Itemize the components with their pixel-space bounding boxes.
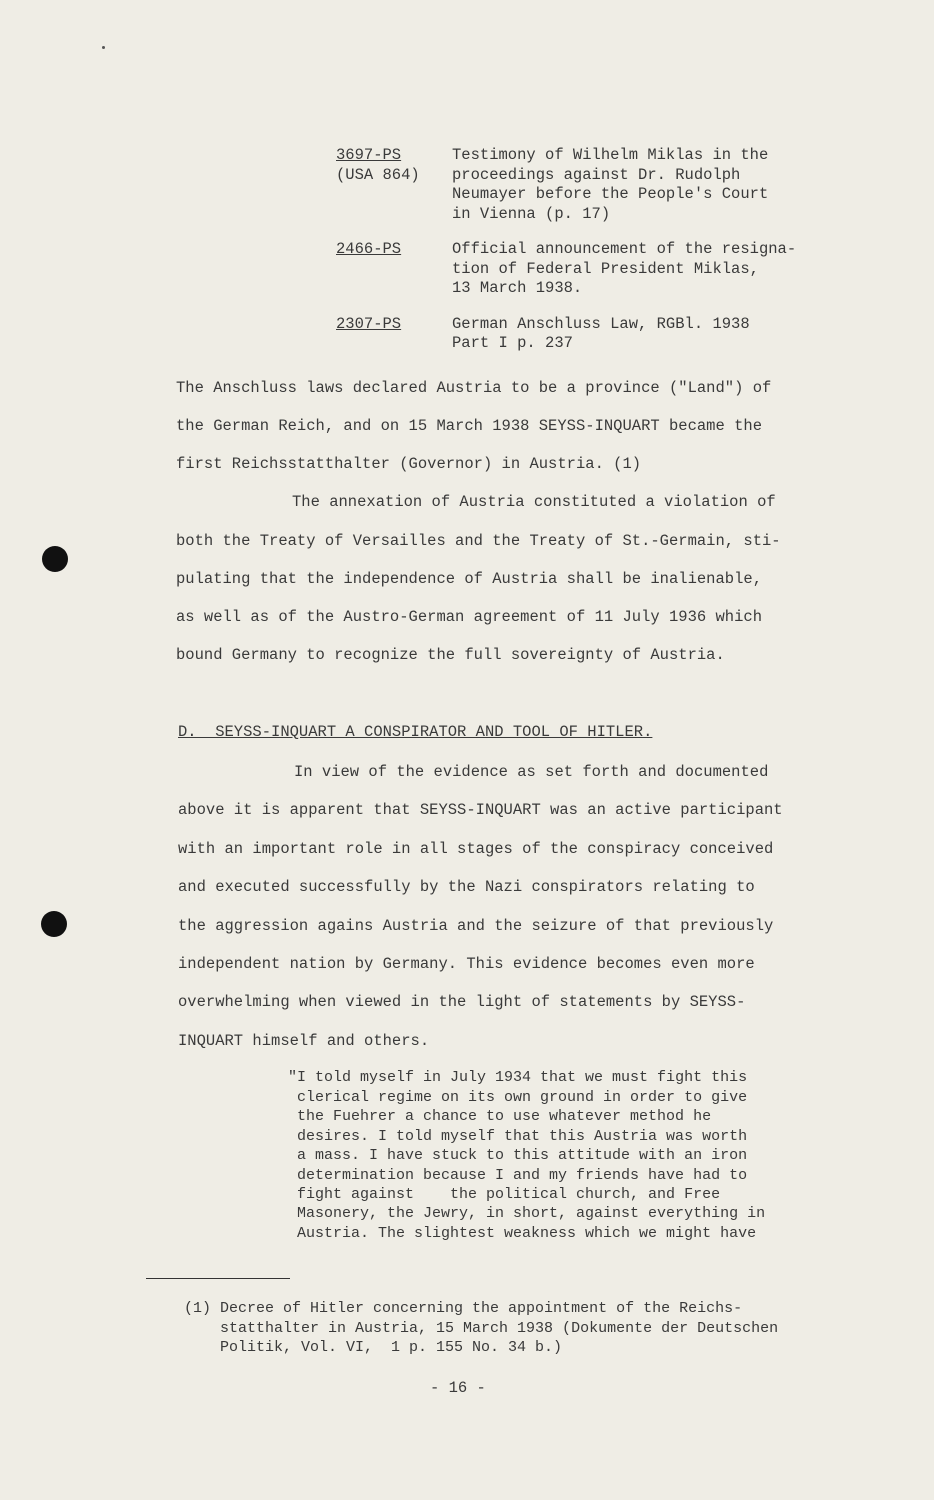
text-line: overwhelming when viewed in the light of statements by SEYSS- (178, 993, 746, 1011)
exhibit-desc-line: tion of Federal President Miklas, (452, 259, 759, 278)
exhibit-description (452, 315, 822, 354)
paper-speck (102, 46, 105, 49)
exhibit-entry (336, 146, 836, 224)
exhibit-ref (336, 315, 452, 354)
section-heading: D. SEYSS-INQUART A CONSPIRATOR AND TOOL OF HITLER. (178, 723, 653, 741)
footnote-line: Politik, Vol. VI, 1 p. 155 No. 34 b.) (184, 1339, 563, 1356)
text-line: above it is apparent that SEYSS-INQUART was an active participant (178, 801, 783, 819)
exhibit-entry (336, 315, 836, 354)
footnote-divider (146, 1278, 290, 1279)
exhibit-desc-line: 13 March 1938. (452, 279, 583, 297)
text-line: the German Reich, and on 15 March 1938 SEYSS-INQUART became the (176, 417, 762, 435)
quote-line: a mass. I have stuck to this attitude with an iron (297, 1147, 748, 1164)
exhibit-description (452, 146, 822, 224)
exhibit-desc-line: Testimony of Wilhelm Miklas in the (452, 146, 769, 164)
exhibit-sub: (USA 864) (336, 165, 420, 184)
footnote-line: (1) Decree of Hitler concerning the appointment of the Reichs- (184, 1300, 743, 1317)
text-line: The Anschluss laws declared Austria to be a province ("Land") of (176, 379, 772, 397)
quote-line: Masonery, the Jewry, in short, against everything in (297, 1205, 766, 1222)
text-line: INQUART himself and others. (178, 1032, 430, 1050)
page-number: - 16 - (430, 1379, 486, 1397)
quote-line: clerical regime on its own ground in order to give (297, 1089, 748, 1106)
exhibit-references (336, 146, 836, 370)
exhibit-ref (336, 240, 452, 299)
quote-line: Austria. The slightest weakness which we might have (297, 1225, 757, 1242)
text-line: the aggression agains Austria and the seizure of that previously (178, 917, 774, 935)
punch-hole-upper (42, 546, 68, 572)
quote-line: desires. I told myself that this Austria was worth (297, 1128, 748, 1145)
text-line: The annexation of Austria constituted a violation of (292, 493, 776, 511)
exhibit-code: 2307-PS (336, 314, 402, 333)
text-line: bound Germany to recognize the full sovereignty of Austria. (176, 646, 725, 664)
exhibit-desc-line: German Anschluss Law, RGBl. 1938 (452, 314, 750, 333)
text-line: both the Treaty of Versailles and the Treaty of St.-Germain, sti- (176, 532, 781, 550)
quote-line: fight against the political church, and Free (297, 1186, 721, 1203)
punch-hole-lower (41, 911, 67, 937)
footnote-line: statthalter in Austria, 15 March 1938 (Dokumente der Deutschen (184, 1320, 779, 1337)
exhibit-desc-line: proceedings against Dr. Rudolph (452, 165, 741, 184)
exhibit-desc-line: Neumayer before the People's Court (452, 185, 769, 203)
text-line: and executed successfully by the Nazi conspirators relating to (178, 878, 755, 896)
exhibit-desc-line: Official announcement of the resigna- (452, 240, 797, 258)
text-line: first Reichsstatthalter (Governor) in Austria. (1) (176, 455, 642, 473)
exhibit-ref (336, 146, 452, 224)
exhibit-entry (336, 240, 836, 299)
text-line: pulating that the independence of Austria shall be inalienable, (176, 570, 762, 588)
exhibit-code: 3697-PS (336, 146, 402, 164)
text-line: as well as of the Austro-German agreement of 11 July 1936 which (176, 608, 762, 626)
exhibit-desc-line: in Vienna (p. 17) (452, 204, 611, 223)
exhibit-desc-line: Part I p. 237 (452, 334, 573, 352)
text-line: In view of the evidence as set forth and documented (294, 763, 769, 781)
quote-line: "I told myself in July 1934 that we must fight this (288, 1069, 748, 1086)
exhibit-code: 2466-PS (336, 240, 402, 258)
quote-line: determination because I and my friends have had to (297, 1167, 748, 1184)
quote-line: the Fuehrer a chance to use whatever method he (297, 1108, 712, 1125)
text-line: with an important role in all stages of the conspiracy conceived (178, 840, 774, 858)
text-line: independent nation by Germany. This evidence becomes even more (178, 955, 755, 973)
exhibit-description (452, 240, 822, 299)
